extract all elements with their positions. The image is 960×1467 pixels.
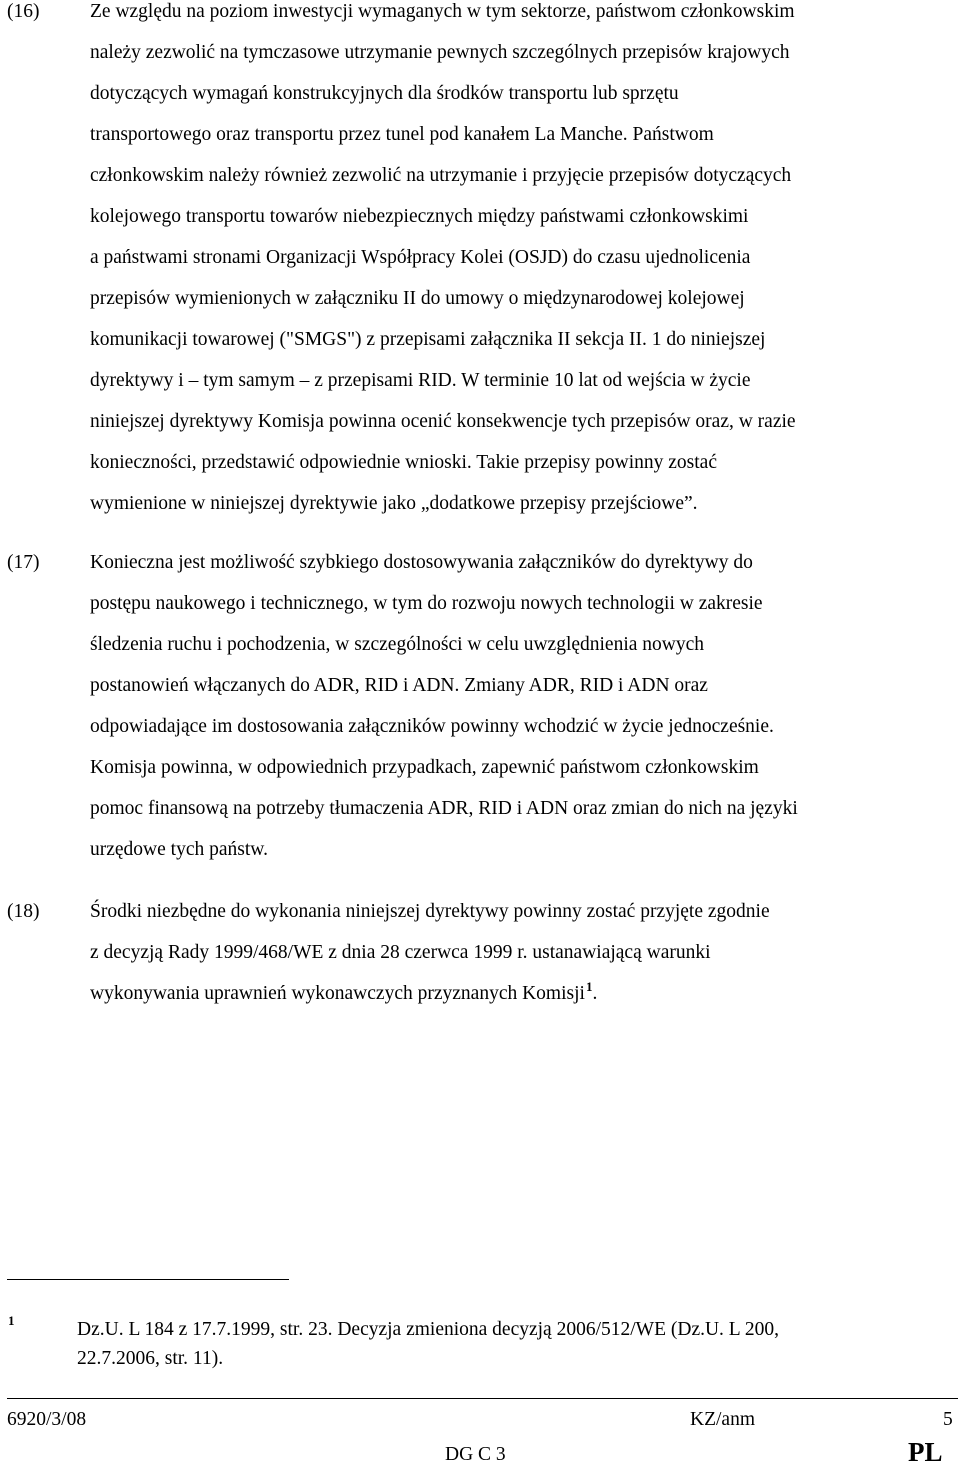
paragraph-line-text: wykonywania uprawnień wykonawczych przyznanych Komisji (90, 983, 585, 1004)
paragraph-line: odpowiadające im dostosowania załączników powinny wchodzić w życie jednocześnie. (90, 716, 774, 737)
paragraph-line: a państwami stronami Organizacji Współpracy Kolei (OSJD) do czasu ujednolicenia (90, 247, 751, 268)
paragraph-line: komunikacji towarowej ("SMGS") z przepisami załącznika II sekcja II. 1 do niniejszej (90, 329, 766, 350)
paragraph-line: Środki niezbędne do wykonania niniejszej dyrektywy powinny zostać przyjęte zgodnie (90, 901, 770, 922)
paragraph-line: niniejszej dyrektywy Komisja powinna ocenić konsekwencje tych przepisów oraz, w razie (90, 411, 796, 432)
paragraph-line: konieczności, przedstawić odpowiednie wnioski. Takie przepisy powinny zostać (90, 452, 717, 473)
paragraph-number: (17) (7, 552, 40, 573)
paragraph-line: postępu naukowego i technicznego, w tym do rozwoju nowych technologii w zakresie (90, 593, 763, 614)
paragraph-end-punctuation: . (592, 983, 598, 1004)
paragraph-line: kolejowego transportu towarów niebezpiecznych między państwami członkowskimi (90, 206, 749, 227)
paragraph-line: transportowego oraz transportu przez tunel pod kanałem La Manche. Państwom (90, 124, 714, 145)
paragraph-line: członkowskim należy również zezwolić na utrzymanie i przyjęcie przepisów dotyczących (90, 165, 792, 186)
language-code: PL (908, 1437, 943, 1467)
paragraph-line: Ze względu na poziom inwestycji wymaganych w tym sektorze, państwom członkowskim (90, 1, 795, 22)
paragraph-line: Konieczna jest możliwość szybkiego dostosowywania załączników do dyrektywy do (90, 552, 753, 573)
paragraph-line: Komisja powinna, w odpowiednich przypadkach, zapewnić państwom członkowskim (90, 757, 759, 778)
paragraph-number: (16) (7, 1, 40, 22)
paragraph-line: z decyzją Rady 1999/468/WE z dnia 28 czerwca 1999 r. ustanawiającą warunki (90, 942, 711, 963)
paragraph-line: należy zezwolić na tymczasowe utrzymanie pewnych szczególnych przepisów krajowych (90, 42, 790, 63)
footnote-line: Dz.U. L 184 z 17.7.1999, str. 23. Decyzja zmieniona decyzją 2006/512/WE (Dz.U. L 200, (77, 1319, 779, 1340)
footnote-reference[interactable]: 1 (585, 979, 593, 994)
paragraph-number: (18) (7, 901, 40, 922)
footer-separator (7, 1398, 958, 1399)
paragraph-line: wymienione w niniejszej dyrektywie jako „dodatkowe przepisy przejściowe”. (90, 493, 698, 514)
paragraph-line: pomoc finansową na potrzeby tłumaczenia ADR, RID i ADN oraz zmian do nich na języki (90, 798, 798, 819)
footnote-marker: 1 (8, 1313, 15, 1328)
paragraph-line: dotyczących wymagań konstrukcyjnych dla środków transportu lub sprzętu (90, 83, 679, 104)
paragraph-line: śledzenia ruchu i pochodzenia, w szczególności w celu uwzględnienia nowych (90, 634, 705, 655)
page-number: 5 (943, 1409, 953, 1430)
paragraph-line: postanowień włączanych do ADR, RID i ADN. Zmiany ADR, RID i ADN oraz (90, 675, 708, 696)
paragraph-line: urzędowe tych państw. (90, 839, 268, 860)
paragraph-line: dyrektywy i – tym samym – z przepisami RID. W terminie 10 lat od wejścia w życie (90, 370, 751, 391)
footnote-line: 22.7.2006, str. 11). (77, 1348, 224, 1369)
paragraph-line (90, 973, 597, 1014)
footnote-separator (7, 1279, 289, 1280)
document-reference: 6920/3/08 (7, 1409, 87, 1430)
directorate-code: DG C 3 (445, 1444, 506, 1465)
author-initials: KZ/anm (690, 1409, 755, 1430)
paragraph-line: przepisów wymienionych w załączniku II do umowy o międzynarodowej kolejowej (90, 288, 745, 309)
